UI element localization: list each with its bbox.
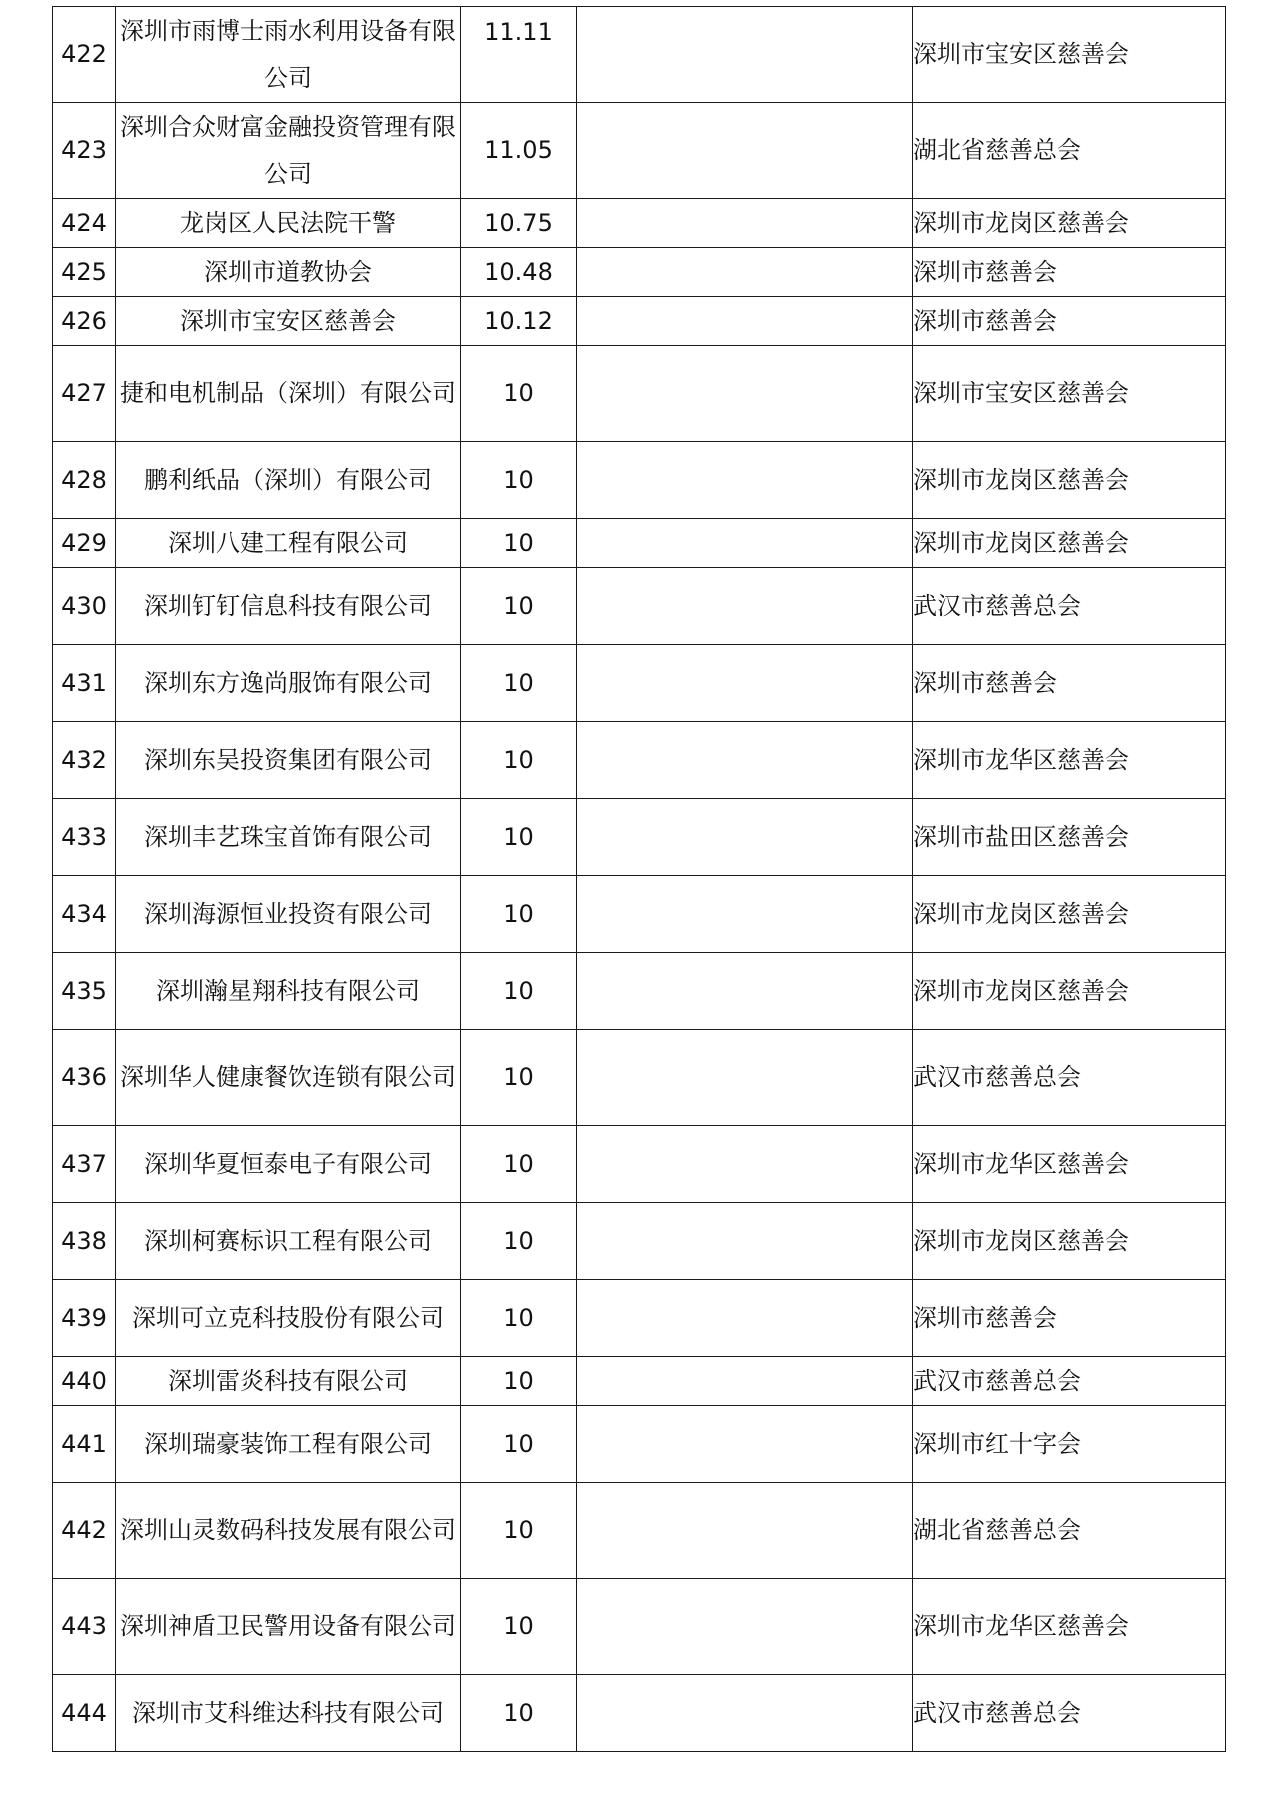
- note-cell: [577, 1126, 913, 1203]
- note-cell: [577, 1280, 913, 1357]
- donation-amount: 10.48: [461, 248, 577, 297]
- donor-name: 深圳东吴投资集团有限公司: [116, 722, 461, 799]
- donor-name: 龙岗区人民法院干警: [116, 199, 461, 248]
- row-number: 427: [53, 346, 116, 442]
- row-number: 428: [53, 442, 116, 519]
- recipient-org: 深圳市慈善会: [913, 297, 1226, 346]
- donor-name: 深圳市道教协会: [116, 248, 461, 297]
- recipient-org: 武汉市慈善总会: [913, 1357, 1226, 1406]
- recipient-org: 深圳市龙岗区慈善会: [913, 442, 1226, 519]
- donor-name: 深圳市艾科维达科技有限公司: [116, 1675, 461, 1752]
- donation-amount: 10: [461, 645, 577, 722]
- recipient-org: 深圳市龙岗区慈善会: [913, 199, 1226, 248]
- recipient-org: 深圳市龙岗区慈善会: [913, 953, 1226, 1030]
- note-cell: [577, 103, 913, 199]
- table-row: [53, 876, 1226, 953]
- row-number: 438: [53, 1203, 116, 1280]
- donation-amount: 10: [461, 876, 577, 953]
- donation-amount: 10: [461, 1280, 577, 1357]
- row-number: 439: [53, 1280, 116, 1357]
- donor-name: 深圳柯赛标识工程有限公司: [116, 1203, 461, 1280]
- recipient-org: 深圳市宝安区慈善会: [913, 346, 1226, 442]
- note-cell: [577, 1203, 913, 1280]
- row-number: 423: [53, 103, 116, 199]
- row-number: 444: [53, 1675, 116, 1752]
- row-number: 426: [53, 297, 116, 346]
- recipient-org: 武汉市慈善总会: [913, 1675, 1226, 1752]
- donor-name: 深圳钉钉信息科技有限公司: [116, 568, 461, 645]
- donation-amount: 10: [461, 1357, 577, 1406]
- donor-name: 深圳华夏恒泰电子有限公司: [116, 1126, 461, 1203]
- table-row: [53, 103, 1226, 199]
- recipient-org: 深圳市龙华区慈善会: [913, 722, 1226, 799]
- donation-amount: 10: [461, 722, 577, 799]
- note-cell: [577, 442, 913, 519]
- note-cell: [577, 799, 913, 876]
- donation-amount: 10: [461, 1675, 577, 1752]
- table-row: [53, 1579, 1226, 1675]
- donor-name: 捷和电机制品（深圳）有限公司: [116, 346, 461, 442]
- table-row: [53, 645, 1226, 722]
- donor-name: 深圳华人健康餐饮连锁有限公司: [116, 1030, 461, 1126]
- recipient-org: 深圳市慈善会: [913, 645, 1226, 722]
- note-cell: [577, 199, 913, 248]
- table-row: [53, 442, 1226, 519]
- donor-name: 深圳海源恒业投资有限公司: [116, 876, 461, 953]
- row-number: 437: [53, 1126, 116, 1203]
- donor-name: 深圳瀚星翔科技有限公司: [116, 953, 461, 1030]
- donation-amount: 10: [461, 1579, 577, 1675]
- note-cell: [577, 297, 913, 346]
- donor-name: 深圳市雨博士雨水利用设备有限公司: [116, 7, 461, 103]
- table-row: [53, 799, 1226, 876]
- row-number: 442: [53, 1483, 116, 1579]
- recipient-org: 武汉市慈善总会: [913, 1030, 1226, 1126]
- note-cell: [577, 248, 913, 297]
- donation-amount: 10: [461, 1483, 577, 1579]
- donation-amount: 10: [461, 1406, 577, 1483]
- table-row: [53, 953, 1226, 1030]
- donation-table: [52, 6, 1226, 1752]
- row-number: 441: [53, 1406, 116, 1483]
- row-number: 425: [53, 248, 116, 297]
- recipient-org: 深圳市慈善会: [913, 248, 1226, 297]
- recipient-org: 深圳市龙华区慈善会: [913, 1579, 1226, 1675]
- donor-name: 深圳合众财富金融投资管理有限公司: [116, 103, 461, 199]
- row-number: 424: [53, 199, 116, 248]
- row-number: 436: [53, 1030, 116, 1126]
- donor-name: 深圳神盾卫民警用设备有限公司: [116, 1579, 461, 1675]
- note-cell: [577, 1579, 913, 1675]
- table-row: [53, 297, 1226, 346]
- recipient-org: 深圳市红十字会: [913, 1406, 1226, 1483]
- donor-name: 深圳东方逸尚服饰有限公司: [116, 645, 461, 722]
- recipient-org: 深圳市宝安区慈善会: [913, 7, 1226, 103]
- table-row: [53, 1483, 1226, 1579]
- table-row: [53, 1030, 1226, 1126]
- note-cell: [577, 953, 913, 1030]
- table-row: [53, 519, 1226, 568]
- donor-name: 深圳雷炎科技有限公司: [116, 1357, 461, 1406]
- row-number: 429: [53, 519, 116, 568]
- note-cell: [577, 645, 913, 722]
- table-row: [53, 1357, 1226, 1406]
- donation-amount: 10: [461, 442, 577, 519]
- row-number: 433: [53, 799, 116, 876]
- note-cell: [577, 568, 913, 645]
- donation-amount: 10: [461, 1203, 577, 1280]
- donation-amount: 10: [461, 346, 577, 442]
- table-row: [53, 1280, 1226, 1357]
- row-number: 435: [53, 953, 116, 1030]
- note-cell: [577, 1675, 913, 1752]
- recipient-org: 深圳市龙华区慈善会: [913, 1126, 1226, 1203]
- row-number: 422: [53, 7, 116, 103]
- row-number: 434: [53, 876, 116, 953]
- table-row: [53, 346, 1226, 442]
- donation-amount: 11.11: [461, 7, 577, 103]
- table-row: [53, 199, 1226, 248]
- table-row: [53, 568, 1226, 645]
- row-number: 432: [53, 722, 116, 799]
- recipient-org: 深圳市龙岗区慈善会: [913, 519, 1226, 568]
- note-cell: [577, 519, 913, 568]
- donor-name: 深圳丰艺珠宝首饰有限公司: [116, 799, 461, 876]
- donation-amount: 10: [461, 519, 577, 568]
- donation-amount: 10: [461, 799, 577, 876]
- note-cell: [577, 7, 913, 103]
- note-cell: [577, 1483, 913, 1579]
- row-number: 431: [53, 645, 116, 722]
- table-row: [53, 1203, 1226, 1280]
- donor-name: 深圳山灵数码科技发展有限公司: [116, 1483, 461, 1579]
- row-number: 440: [53, 1357, 116, 1406]
- table-row: [53, 1126, 1226, 1203]
- donation-amount: 10.12: [461, 297, 577, 346]
- donor-name: 深圳市宝安区慈善会: [116, 297, 461, 346]
- recipient-org: 深圳市盐田区慈善会: [913, 799, 1226, 876]
- row-number: 430: [53, 568, 116, 645]
- table-row: [53, 1675, 1226, 1752]
- donation-amount: 10: [461, 1030, 577, 1126]
- note-cell: [577, 1357, 913, 1406]
- donation-amount: 10: [461, 953, 577, 1030]
- donation-amount: 11.05: [461, 103, 577, 199]
- recipient-org: 深圳市龙岗区慈善会: [913, 1203, 1226, 1280]
- row-number: 443: [53, 1579, 116, 1675]
- note-cell: [577, 1406, 913, 1483]
- donation-amount: 10: [461, 568, 577, 645]
- recipient-org: 武汉市慈善总会: [913, 568, 1226, 645]
- donor-name: 深圳瑞豪装饰工程有限公司: [116, 1406, 461, 1483]
- table-row: [53, 722, 1226, 799]
- donor-name: 鹏利纸品（深圳）有限公司: [116, 442, 461, 519]
- table-row: [53, 7, 1226, 103]
- note-cell: [577, 346, 913, 442]
- donation-amount: 10: [461, 1126, 577, 1203]
- note-cell: [577, 722, 913, 799]
- donor-name: 深圳八建工程有限公司: [116, 519, 461, 568]
- donor-name: 深圳可立克科技股份有限公司: [116, 1280, 461, 1357]
- note-cell: [577, 1030, 913, 1126]
- recipient-org: 深圳市龙岗区慈善会: [913, 876, 1226, 953]
- recipient-org: 湖北省慈善总会: [913, 1483, 1226, 1579]
- note-cell: [577, 876, 913, 953]
- table-row: [53, 1406, 1226, 1483]
- donation-amount: 10.75: [461, 199, 577, 248]
- recipient-org: 深圳市慈善会: [913, 1280, 1226, 1357]
- recipient-org: 湖北省慈善总会: [913, 103, 1226, 199]
- table-row: [53, 248, 1226, 297]
